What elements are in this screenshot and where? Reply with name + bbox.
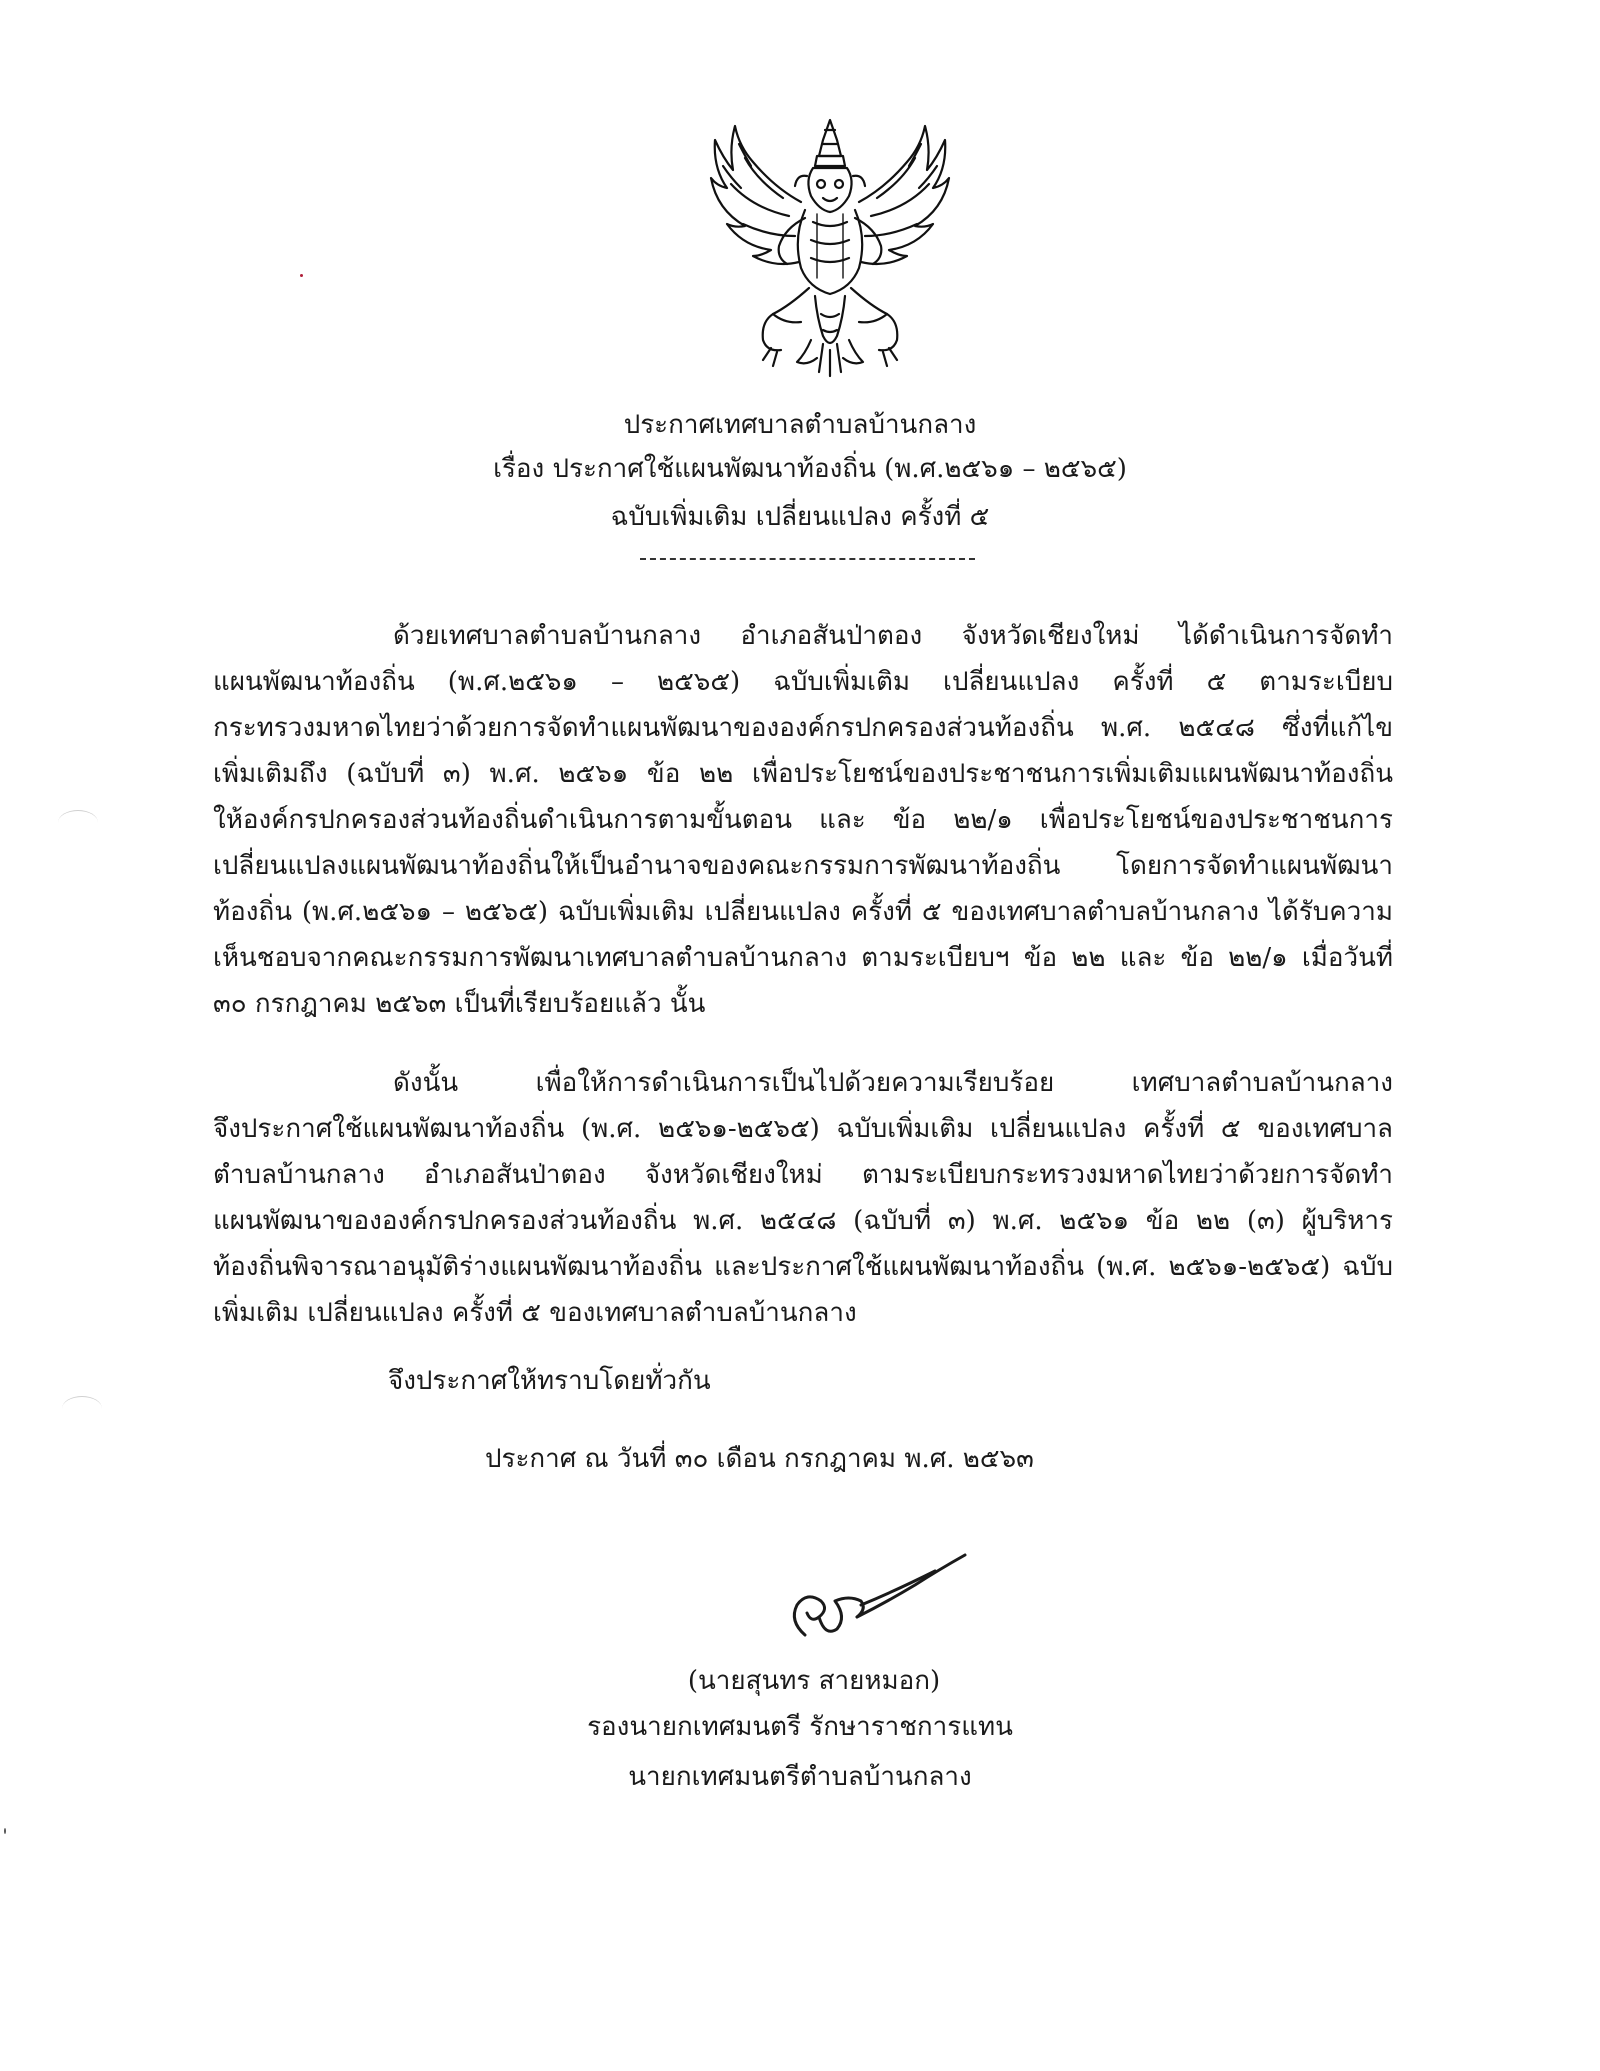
document-subject-edition: ฉบับเพิ่มเติม เปลี่ยนแปลง ครั้งที่ ๕ <box>610 502 990 532</box>
ink-speck <box>300 274 303 277</box>
paragraph-line: ๓๐ กรกฎาคม ๒๕๖๓ เป็นที่เรียบร้อยแล้ว นั้น <box>213 989 706 1019</box>
document-issuer: ประกาศเทศบาลตำบลบ้านกลาง <box>623 410 977 440</box>
garuda-emblem <box>705 118 955 378</box>
signatory-position: รองนายกเทศมนตรี รักษาราชการแทน <box>587 1712 1013 1742</box>
paragraph-line: เพิ่มเติมถึง (ฉบับที่ ๓) พ.ศ. ๒๕๖๑ ข้อ ๒๒ เพื่อประโยชน์ของประชาชนการเพิ่มเติมแผนพัฒนาท้องถิ่น <box>213 759 1393 789</box>
ink-speck <box>4 1828 6 1834</box>
paragraph-line: แผนพัฒนาขององค์กรปกครองส่วนท้องถิ่น พ.ศ. ๒๕๔๘ (ฉบับที่ ๓) พ.ศ. ๒๕๖๑ ข้อ ๒๒ (๓) ผู้บริหาร <box>213 1206 1393 1236</box>
paragraph-line: ตำบลบ้านกลาง อำเภอสันป่าตอง จังหวัดเชียงใหม่ ตามระเบียบกระทรวงมหาดไทยว่าด้วยการจัดทำ <box>213 1160 1393 1190</box>
paragraph-line: แผนพัฒนาท้องถิ่น (พ.ศ.๒๕๖๑ – ๒๕๖๕) ฉบับเพิ่มเติม เปลี่ยนแปลง ครั้งที่ ๕ ตามระเบียบ <box>213 667 1393 697</box>
paragraph-line: กระทรวงมหาดไทยว่าด้วยการจัดทำแผนพัฒนาขององค์กรปกครองส่วนท้องถิ่น พ.ศ. ๒๕๔๘ ซึ่งที่แก้ไข <box>213 713 1393 743</box>
announcement-line: จึงประกาศให้ทราบโดยทั่วกัน <box>388 1366 711 1396</box>
handwritten-signature <box>775 1525 975 1655</box>
header-divider <box>640 558 975 560</box>
paragraph-line: ด้วยเทศบาลตำบลบ้านกลาง อำเภอสันป่าตอง จังหวัดเชียงใหม่ ได้ดำเนินการจัดทำ <box>393 621 1393 651</box>
announcement-date: ประกาศ ณ วันที่ ๓๐ เดือน กรกฎาคม พ.ศ. ๒๕๖๓ <box>485 1444 1034 1474</box>
document-subject: เรื่อง ประกาศใช้แผนพัฒนาท้องถิ่น (พ.ศ.๒๕๖๑ – ๒๕๖๕) <box>493 454 1127 484</box>
paragraph-line: ให้องค์กรปกครองส่วนท้องถิ่นดำเนินการตามขั้นตอน และ ข้อ ๒๒/๑ เพื่อประโยชน์ของประชาชนการ <box>213 805 1393 835</box>
paragraph-line: ท้องถิ่น (พ.ศ.๒๕๖๑ – ๒๕๖๕) ฉบับเพิ่มเติม เปลี่ยนแปลง ครั้งที่ ๕ ของเทศบาลตำบลบ้านกลาง ได้รับความ <box>213 897 1393 927</box>
paragraph-line: เห็นชอบจากคณะกรรมการพัฒนาเทศบาลตำบลบ้านกลาง ตามระเบียบฯ ข้อ ๒๒ และ ข้อ ๒๒/๑ เมื่อวันที่ <box>213 943 1393 973</box>
signatory-name: (นายสุนทร สายหมอก) <box>687 1666 941 1696</box>
paragraph-line: ท้องถิ่นพิจารณาอนุมัติร่างแผนพัฒนาท้องถิ่น และประกาศใช้แผนพัฒนาท้องถิ่น (พ.ศ. ๒๕๖๑-๒๕๖๕) ฉบับ <box>213 1252 1393 1282</box>
paragraph-line: จึงประกาศใช้แผนพัฒนาท้องถิ่น (พ.ศ. ๒๕๖๑-๒๕๖๕) ฉบับเพิ่มเติม เปลี่ยนแปลง ครั้งที่ ๕ ของเทศบาล <box>213 1114 1393 1144</box>
scan-edge-mark <box>58 810 98 835</box>
paragraph-line: เปลี่ยนแปลงแผนพัฒนาท้องถิ่นให้เป็นอำนาจของคณะกรรมการพัฒนาท้องถิ่น โดยการจัดทำแผนพัฒนา <box>213 851 1393 881</box>
scan-edge-mark <box>62 1396 102 1421</box>
signatory-position-main: นายกเทศมนตรีตำบลบ้านกลาง <box>628 1762 972 1792</box>
paragraph-line: ดังนั้น เพื่อให้การดำเนินการเป็นไปด้วยความเรียบร้อย เทศบาลตำบลบ้านกลาง <box>393 1068 1393 1098</box>
paragraph-line: เพิ่มเติม เปลี่ยนแปลง ครั้งที่ ๕ ของเทศบาลตำบลบ้านกลาง <box>213 1298 857 1328</box>
